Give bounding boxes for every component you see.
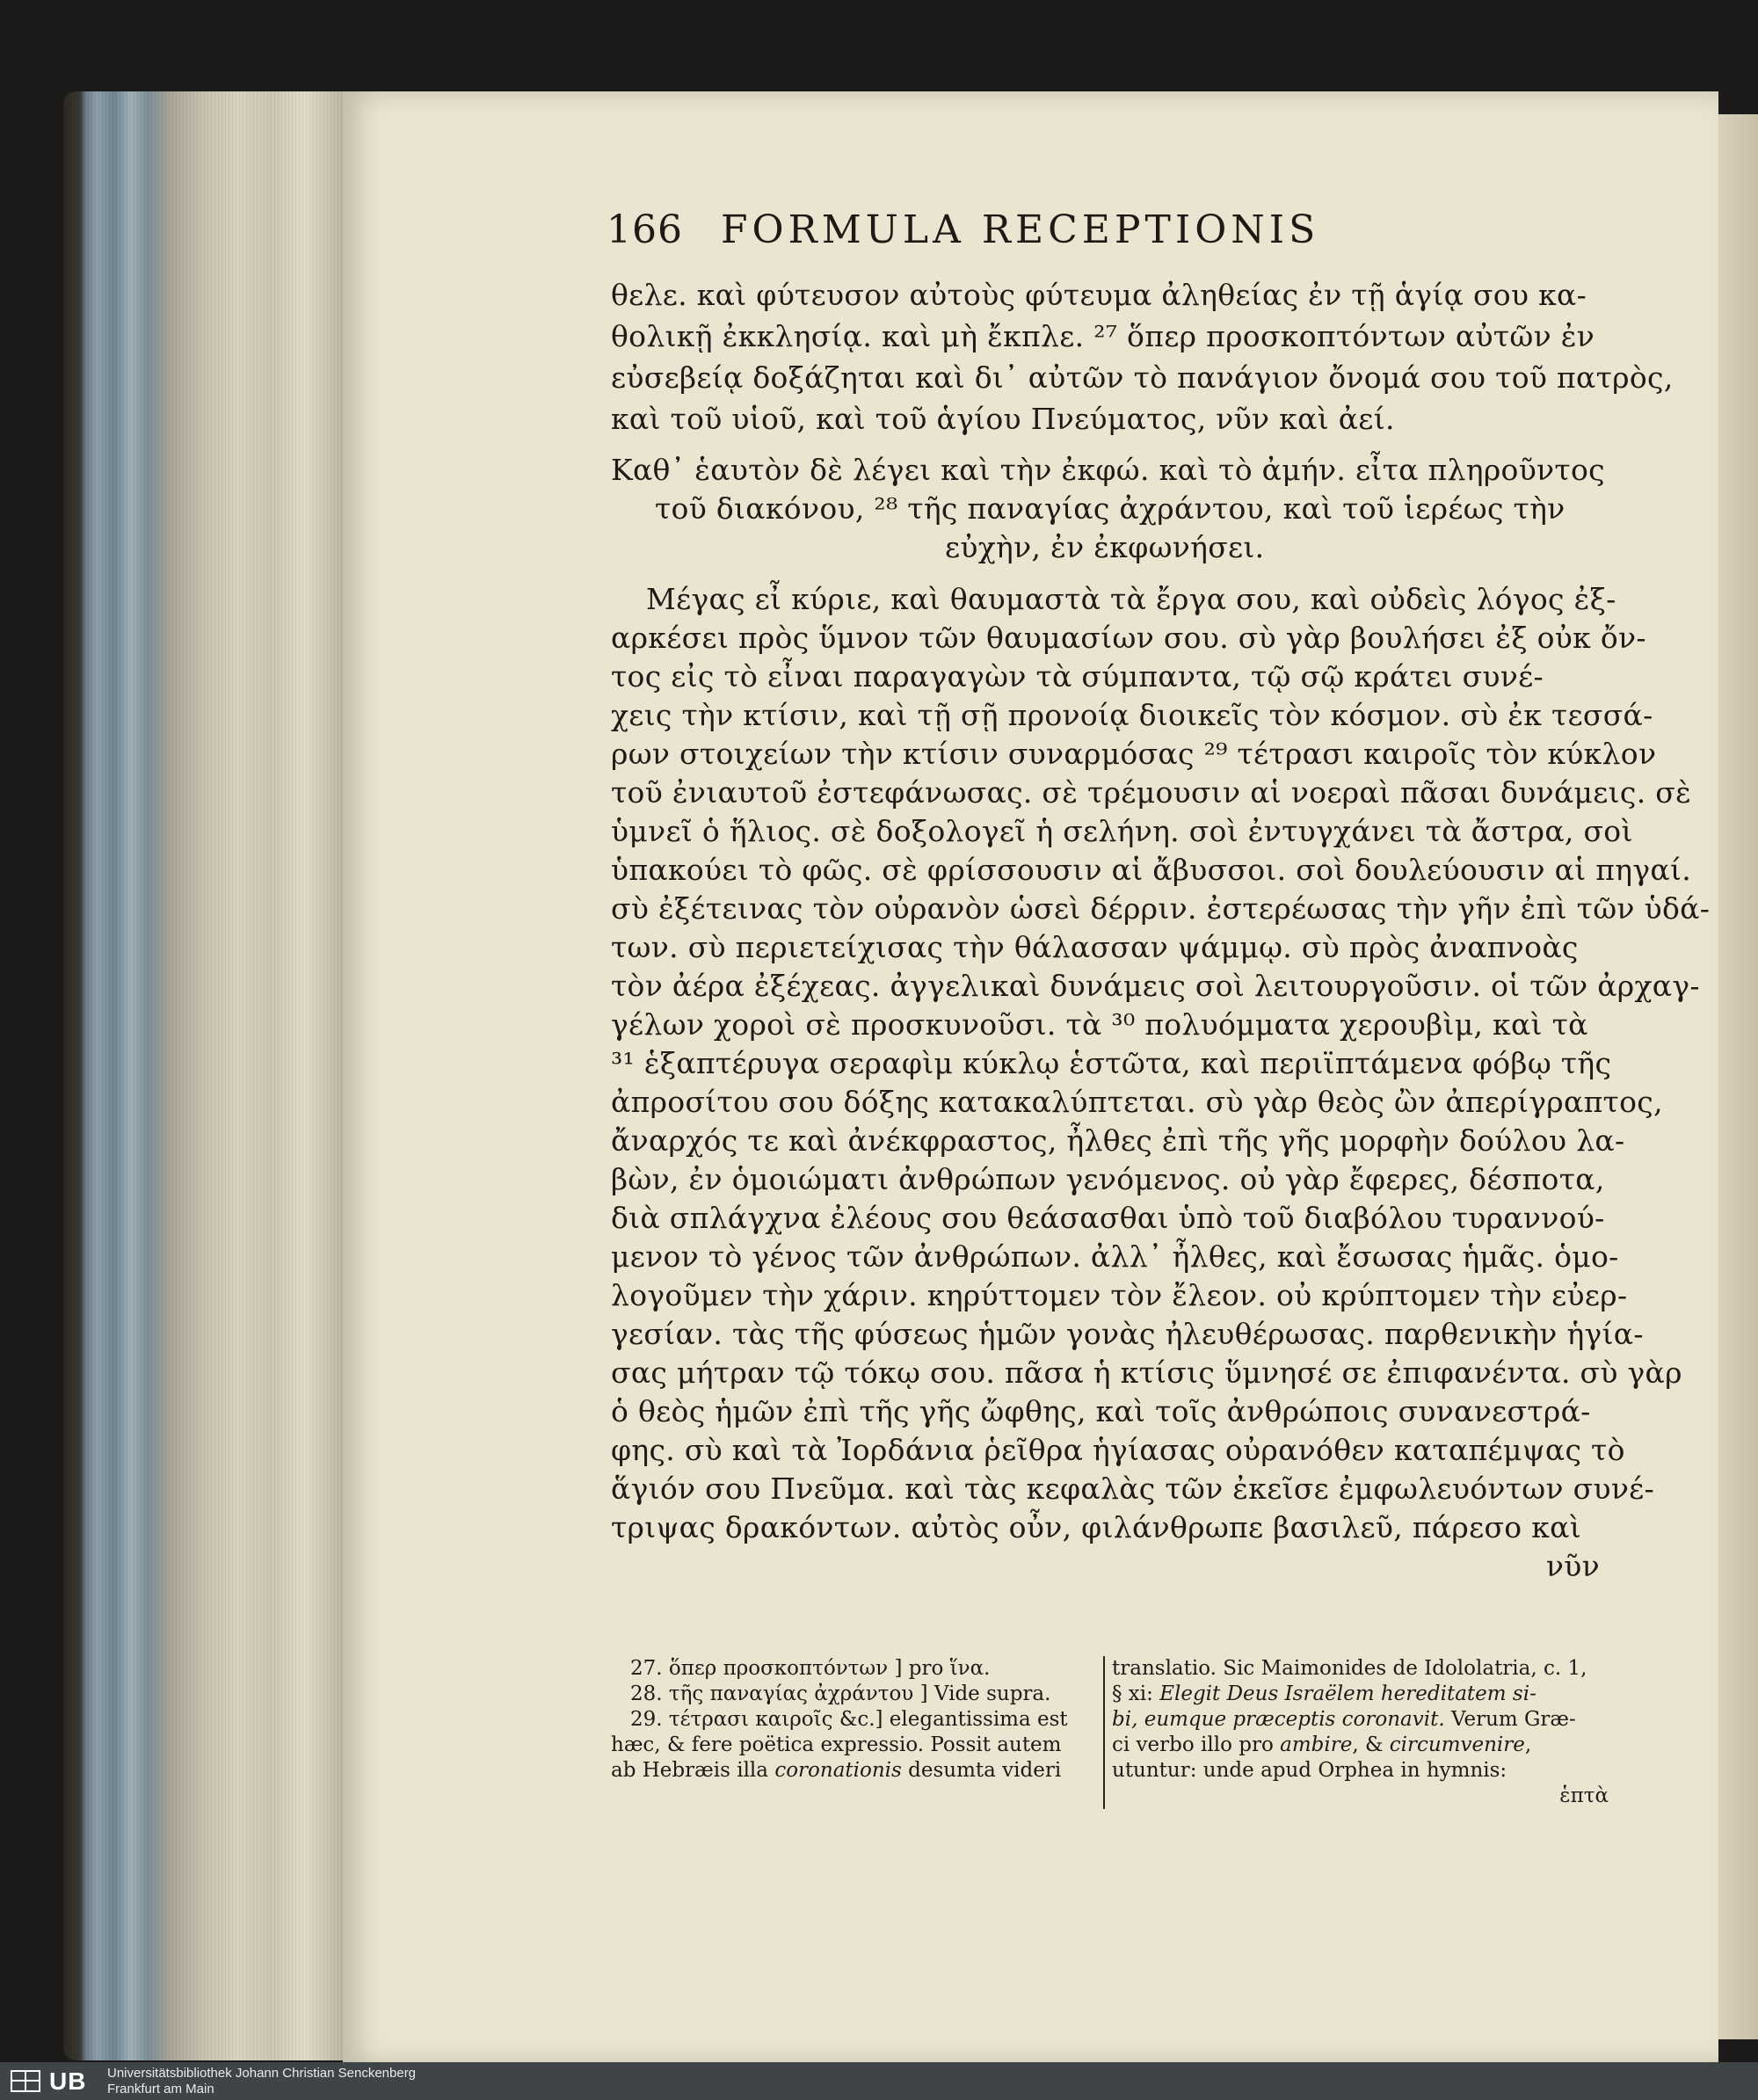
text-line: ὑπακούει τὸ φῶς. σὲ φρίσσουσιν αἱ ἄβυσσοι. σοὶ δουλεύουσιν αἱ πηγαί. xyxy=(611,853,1691,887)
footnote-line xyxy=(611,1758,1099,1784)
footnote-latin: &c.] elegantissima est xyxy=(839,1708,1068,1731)
facing-page-edge xyxy=(1718,114,1758,2039)
footnote-line xyxy=(1112,1707,1609,1733)
text-line: ἅγιόν σου Πνεῦμα. καὶ τὰς κεφαλὰς τῶν ἐκεῖσε ἐμφωλευόντων συνέ- xyxy=(611,1471,1655,1506)
library-logo-text: UB xyxy=(49,2067,87,2095)
footnotes xyxy=(611,1656,1609,1807)
text-line: τοῦ ἐνιαυτοῦ ἐστεφάνωσας. σὲ τρέμουσιν αἱ νοεραὶ πᾶσαι δυνάμεις. σὲ xyxy=(611,775,1692,810)
text-line: Μέγας εἶ κύριε, καὶ θαυμαστὰ τὰ ἔργα σου, καὶ οὐδεὶς λόγος ἐξ- xyxy=(646,582,1616,616)
prayer-paragraph xyxy=(611,580,1711,1586)
text-line: θελε. καὶ φύτευσον αὐτοὺς φύτευμα ἀληθείας ἐν τῇ ἁγίᾳ σου κα- xyxy=(611,278,1587,312)
text-line: τος εἰς τὸ εἶναι παραγαγὼν τὰ σύμπαντα, τῷ σῷ κράτει συνέ- xyxy=(611,659,1544,694)
book-page-edges xyxy=(63,91,345,2060)
text-line: εὐχὴν, ἐν ἐκφωνήσει. xyxy=(945,530,1265,564)
footnote-line: utuntur: unde apud Orphea in hymnis: xyxy=(1112,1759,1507,1782)
footnote-line xyxy=(611,1707,1099,1733)
text-line: μενον τὸ γένος τῶν ἀνθρώπων. ἀλλ᾽ ἦλθες, καὶ ἔσωσας ἡμᾶς. ὁμο- xyxy=(611,1239,1619,1274)
footnote-line: hæc, & fere poëtica expressio. Possit autem xyxy=(611,1733,1062,1756)
text-line: ἀπροσίτου σου δόξης κατακαλύπτεται. σὺ γὰρ θεὸς ὢν ἀπερίγραπτος, xyxy=(611,1085,1663,1119)
footnote-catchword: ἑπτὰ xyxy=(1559,1784,1609,1807)
text-line: αρκέσει πρὸς ὕμνον τῶν θαυμασίων σου. σὺ γὰρ βουλήσει ἐξ οὐκ ὄν- xyxy=(611,621,1646,655)
footnote-latin: ] pro ἵνα. xyxy=(894,1657,991,1680)
footnote-text: , & xyxy=(1352,1733,1390,1756)
opening-paragraph xyxy=(611,274,1674,440)
text-line: τοῦ διακόνου, ²⁸ τῆς παναγίας ἀχράντου, καὶ τοῦ ἱερέως τὴν xyxy=(655,491,1565,526)
footnote-line xyxy=(1112,1733,1609,1758)
text-line: των. σὺ περιετείχισας τὴν θάλασσαν ψάμμῳ. σὺ πρὸς ἀναπνοὰς xyxy=(611,930,1579,964)
footnote-italic: bi, eumque præceptis coronavit. xyxy=(1112,1708,1445,1731)
footnote-greek: 27. ὅπερ προσκοπτόντων xyxy=(630,1657,889,1680)
footnote-line xyxy=(611,1682,1099,1707)
text-line: εὐσεβείᾳ δοξάζηται καὶ δι᾽ αὐτῶν τὸ πανάγιον ὄνομά σου τοῦ πατρὸς, xyxy=(611,360,1674,395)
footnote-latin: ] Vide supra. xyxy=(919,1682,1051,1705)
footnote-greek: 28. τῆς παναγίας ἀχράντου xyxy=(630,1682,914,1705)
footnotes-right-column xyxy=(1103,1656,1609,1809)
footnote-line xyxy=(611,1656,1099,1682)
page-title: FORMULA RECEPTIONIS xyxy=(721,207,1320,252)
text-line: γεσίαν. τὰς τῆς φύσεως ἡμῶν γονὰς ἠλευθέρωσας. παρθενικὴν ἡγία- xyxy=(611,1317,1644,1351)
page-number: 166 xyxy=(607,207,683,252)
rubric-paragraph xyxy=(611,451,1605,567)
catchword: νῦν xyxy=(1545,1549,1600,1583)
text-line: λογοῦμεν τὴν χάριν. κηρύττομεν τὸν ἔλεον. οὐ κρύπτομεν τὴν εὐερ- xyxy=(611,1278,1628,1312)
footnote-text: , xyxy=(1524,1733,1532,1756)
library-city: Frankfurt am Main xyxy=(107,2082,214,2096)
text-line: ἄναρχός τε καὶ ἀνέκφραστος, ἦλθες ἐπὶ τῆς γῆς μορφὴν δούλου λα- xyxy=(611,1123,1625,1158)
footnote-line xyxy=(1112,1682,1609,1707)
library-logo[interactable] xyxy=(9,2067,107,2095)
text-line: φης. σὺ καὶ τὰ Ἰορδάνια ῥεῖθρα ἡγίασας οὐρανόθεν καταπέμψας τὸ xyxy=(611,1433,1625,1467)
text-line: ³¹ ἑξαπτέρυγα σεραφὶμ κύκλῳ ἑστῶτα, καὶ περιϊπτάμενα φόβῳ τῆς xyxy=(611,1046,1612,1080)
footnotes-left-column xyxy=(611,1656,1099,1784)
text-line: ρων στοιχείων τὴν κτίσιν συναρμόσας ²⁹ τέτρασι καιροῖς τὸν κύκλον xyxy=(611,737,1657,771)
library-logo-icon xyxy=(9,2067,42,2095)
footnote-italic: circumvenire xyxy=(1389,1733,1525,1756)
library-name: Universitätsbibliothek Johann Christian Senckenberg xyxy=(107,2066,417,2081)
text-line: ὁ θεὸς ἡμῶν ἐπὶ τῆς γῆς ὤφθης, καὶ τοῖς ἀνθρώποις συνανεστρά- xyxy=(611,1394,1591,1428)
text-line: τριψας δρακόντων. αὐτὸς οὖν, φιλάνθρωπε βασιλεῦ, πάρεσο καὶ xyxy=(611,1510,1581,1544)
footnote-text: desumta videri xyxy=(901,1759,1062,1782)
footnote-text: § xi: xyxy=(1112,1682,1160,1705)
text-line: βὼν, ἐν ὁμοιώματι ἀνθρώπων γενόμενος. οὐ γὰρ ἔφερες, δέσποτα, xyxy=(611,1162,1605,1196)
footnote-greek: 29. τέτρασι καιροῖς xyxy=(630,1708,833,1731)
footnote-text: ab Hebræis illa xyxy=(611,1759,775,1782)
text-line: θολικῇ ἐκκλησίᾳ. καὶ μὴ ἔκπλε. ²⁷ ὅπερ προσκοπτόντων αὐτῶν ἐν xyxy=(611,319,1595,353)
text-line: σὺ ἐξέτεινας τὸν οὐρανὸν ὡσεὶ δέρριν. ἐστερέωσας τὴν γῆν ἐπὶ τῶν ὑδά- xyxy=(611,891,1711,926)
text-line: Καθ᾽ ἑαυτὸν δὲ λέγει καὶ τὴν ἐκφώ. καὶ τὸ ἀμήν. εἶτα πληροῦντος xyxy=(611,453,1605,487)
footnote-italic: ambire xyxy=(1280,1733,1353,1756)
text-line: σας μήτραν τῷ τόκῳ σου. πᾶσα ἡ κτίσις ὕμνησέ σε ἐπιφανέντα. σὺ γὰρ xyxy=(611,1355,1682,1390)
library-footer-bar xyxy=(0,2062,1758,2100)
text-line: καὶ τοῦ υἱοῦ, καὶ τοῦ ἁγίου Πνεύματος, νῦν καὶ ἀεί. xyxy=(611,402,1395,436)
text-line: διὰ σπλάγχνα ἐλέους σου θεάσασθαι ὑπὸ τοῦ διαβόλου τυραννού- xyxy=(611,1201,1605,1235)
footnote-text: Verum Græ- xyxy=(1444,1708,1576,1731)
text-line: ὑμνεῖ ὁ ἥλιος. σὲ δοξολογεῖ ἡ σελήνη. σοὶ ἐντυγχάνει τὰ ἄστρα, σοὶ xyxy=(611,814,1633,848)
text-line: τὸν ἀέρα ἐξέχεας. ἀγγελικαὶ δυνάμεις σοὶ λειτουργοῦσιν. οἱ τῶν ἀρχαγ- xyxy=(611,969,1700,1003)
text-line: γέλων χοροὶ σὲ προσκυνοῦσι. τὰ ³⁰ πολυόμματα χερουβὶμ, καὶ τὰ xyxy=(611,1007,1588,1042)
text-line: χεις τὴν κτίσιν, καὶ τῇ σῇ προνοίᾳ διοικεῖς τὸν κόσμον. σὺ ἐκ τεσσά- xyxy=(611,698,1653,732)
footnote-line: translatio. Sic Maimonides de Idololatria, c. 1, xyxy=(1112,1657,1587,1680)
footnote-text: ci verbo illo pro xyxy=(1112,1733,1281,1756)
footnote-italic: Elegit Deus Israëlem hereditatem si- xyxy=(1159,1682,1536,1705)
footnote-italic: coronationis xyxy=(774,1759,902,1782)
running-head xyxy=(607,207,1468,260)
